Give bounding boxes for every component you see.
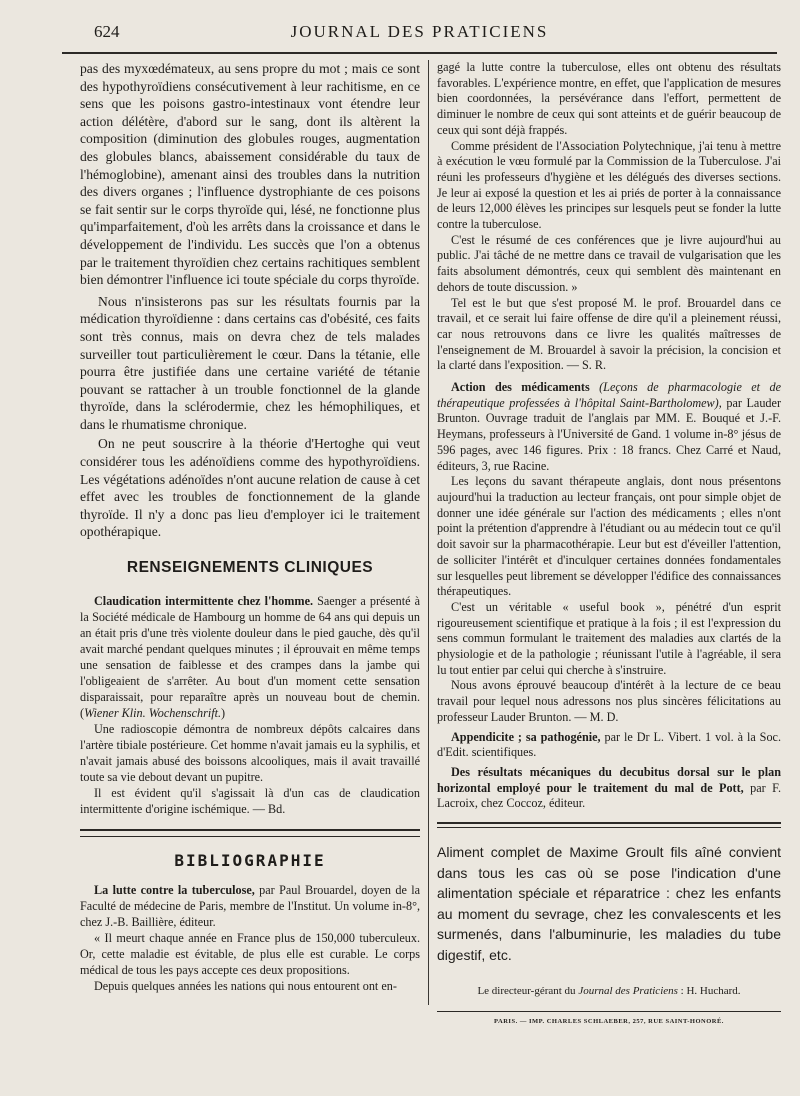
appendicite-entry — [437, 730, 781, 761]
page-number: 624 — [94, 22, 120, 41]
appendicite-heading: Appendicite ; sa pathogénie, — [451, 729, 601, 744]
director-journal: Journal des Praticiens — [578, 985, 678, 998]
right-paragraph-4: Tel est le but que s'est proposé M. le prof. Brouardel dans ce travail, et ce serait lui faire offense de dire qu'il a pleinement réussi, car nous retrouvons dans ce livre les qualités maîtresses de l'enseignement de M. Brouardel à savoir la précision, la concision et la clarté dans l'exposition. — S. R. — [437, 295, 781, 373]
action-paragraph-1: Les leçons du savant thérapeute anglais, dont nous présentons aujourd'hui la traduction au lecteur français, ont pour simple objet de donner une idée générale sur l'action des médicaments ; elles n'ont point la prétention d'apprendre à l'étudiant ou au médecin tout ce qu'il doit savoir sur la pharmacothérapie. Leur but est d'éveiller l'attention, de solliciter l'intérêt et d'inculquer certaines données fondamentales sur lesquelles peut librement se développer l'édifice des connaissances thérapeutiques. — [437, 474, 781, 599]
right-column — [437, 60, 781, 1025]
action-heading: Action des médicaments — [451, 380, 590, 395]
biblio-heading: La lutte contre la tuberculose, — [94, 883, 255, 898]
results-heading: Des résultats mécaniques du decubitus dorsal sur le plan horizontal employé pour le traitement du mal de Pott, — [437, 764, 781, 795]
intro-paragraph-3: On ne peut souscrire à la théorie d'Hertoghe qui veut considérer tous les adénoïdiens comme des hypothyroïdiens. Les végétations adénoïdes n'ont aucune relation de cause à cet effet avec les troubles de fonctionnement de la glande thyroïde. Il n'y a donc pas lieu d'employer ici le traitement opothérapique. — [80, 436, 420, 540]
column-divider — [428, 60, 429, 1005]
advertisement: Aliment complet de Maxime Groult fils aîné convient dans tous les cas où se pose l'indication d'une alimentation spéciale et réparatrice : chez les enfants au moment du sevrage, chez les convalescents et les surmenés, dans l'albuminurie, les maladies du tube digestif, etc. — [437, 844, 781, 963]
biblio-paragraph-3: Depuis quelques années les nations qui nous entourent ont en- — [94, 979, 397, 994]
results-entry — [437, 765, 781, 812]
right-paragraph-1: gagé la lutte contre la tuberculose, elles ont obtenu des résultats favorables. L'expérience montre, en effet, que l'application de mesures bien coordonnées, la persévérance dans l'effort, permettent de diminuer le nombre de ceux qui sont atteints et de guérir beaucoup de ceux qui sont déjà frappés. — [437, 60, 781, 137]
clinic-paragraph-2: Une radioscopie démontra de nombreux dépôts calcaires dans l'artère tibiale postérieure. Cet homme n'avait jamais eu la syphilis, et n'avait jamais abusé des boissons alcooliques, mais il avait travaillé toute sa vie debout devant un pupitre. — [80, 722, 420, 785]
intro-paragraph-2: Nous n'insisterons pas sur les résultats fournis par la médication thyroïdienne : dans certains cas d'obésité, ces faits sont très connus, mais on devra chez de tels malades surveiller tout particulièrement le cœur. Dans la tétanie, elle pourra être justifiée dans une certaine variété de tétanie pouvant se rattacher à un trouble fonctionnel de la glande thyroïde, dans la sclérodermie, chez les hémophiliques, et dans le rhumatisme chronique. — [80, 293, 420, 432]
section-rule — [80, 829, 420, 837]
action-paragraph-2: C'est un véritable « useful book », pénétré d'un esprit rigoureusement scientifique et pratique à la fois ; il est l'expression du sens commun formulant le traitement des maladies aux clartés de la physiologie et de la pathologie ; réunissant l'utile à l'agréable, il sera lu tout entier par celui qui cherche à s'instruire. — [437, 599, 781, 677]
appendicite-rest: par le Dr L. Vibert. 1 vol. à la Soc. d'Edit. scientifiques. — [437, 729, 782, 760]
biblio-paragraph-2: « Il meurt chaque année en France plus de 150,000 tuberculeux. Or, cette maladie est évitable, de plus elle est curable. Le corps médical de tous les pays accepte ces deux propositions. — [80, 931, 420, 978]
intro-paragraph-1: pas des myxœdémateux, au sens propre du mot ; mais ce sont des hypothyroïdiens consécutivement à leur rachitisme, en ce sens que les poisons gastro-intestinaux vont étendre leur action délétère, d'abord sur le sang, dont ils altèrent la composition (diminution des globules rouges, augmentation des globules blancs, abaissement considérable du taux de l'hémoglobine), amenant ainsi des troubles dans la nutrition des divers organes ; l'influence dystrophiante de ces poisons se fait sentir sur le corps thyroïde qui, lésé, ne fonctionne plus qu'imparfaitement, d'où les arrêts dans la croissance et dans le développement de l'individu. Les succès que l'on a obtenus par le traitement thyroïdien chez certains rachitiques semblent bien démontrer l'influence ici toute spéciale du corps thyroïde. — [80, 61, 420, 288]
page-header — [62, 22, 777, 54]
clinic-source: Wiener Klin. Wochenschrift. — [84, 706, 222, 721]
action-entry — [437, 380, 781, 474]
biblio-paragraph-1 — [80, 882, 420, 930]
printer-line: PARIS. — IMP. CHARLES SCHLAEBER, 257, RUE SAINT-HONORÉ. — [494, 1018, 724, 1026]
clinic-paragraph-1 — [80, 593, 420, 721]
right-paragraph-3: C'est le résumé de ces conférences que je livre aujourd'hui au public. J'ai tâché de ne mettre dans ce travail de vulgarisation que les faits absolument démontrés, ceux qui semblent dès maintenant en dehors de toute discussion. » — [437, 232, 781, 294]
clinic-paragraph-3: Il est évident qu'il s'agissait là d'un cas de claudication intermittente d'origine ischémique. — Bd. — [80, 786, 420, 817]
action-rest: par Lauder Brunton. Ouvrage traduit de l'anglais par MM. E. Bouqué et J.-F. Heymans, professeurs à l'Université de Gand. 1 volume in-8° jésus de 596 pages, avec 146 figures. Prix : 18 francs. Chez Carré et Naud, éditeurs, 3, rue Racine. — [437, 395, 781, 473]
director-line — [437, 985, 781, 997]
clinic-text: Saenger a présenté à la Société médicale de Hambourg un homme de 64 ans qui depuis un an était pris d'une très violente douleur dans le pied gauche, dès qu'il avait marché pendant quelques minutes ; il éprouvait en même temps une sensation de faiblesse et des crampes dans la jambe qui l'obligeaient de s'arrêter. Au bout d'un moment cette sensation disparaissait, pour reparaître après un nouveau bout de chemin. ( — [80, 594, 420, 721]
left-column — [80, 60, 420, 994]
clinic-heading: Claudication intermittente chez l'homme. — [94, 594, 314, 609]
biblio-text: par Paul Brouardel, doyen de la Faculté de médecine de Paris, membre de l'Institut. Un volume in-8°, chez J.-B. Baillière, éditeur. — [80, 883, 420, 930]
section-title: RENSEIGNEMENTS CLINIQUES — [126, 559, 374, 577]
journal-title: JOURNAL DES PRATICIENS — [290, 22, 549, 41]
action-paragraph-3: Nous avons éprouvé beaucoup d'intérêt à la lecture de ce beau travail pour lequel nous adressons nos plus sincères félicitations au professeur Lauder Brunton. — M. D. — [437, 678, 781, 724]
printer-rule — [437, 1011, 781, 1012]
director-label: Le directeur-gérant du — [477, 985, 576, 998]
results-rest: par F. Lacroix, chez Coccoz, éditeur. — [437, 780, 781, 811]
bibliography-title: BIBLIOGRAPHIE — [174, 851, 326, 871]
action-subtitle: (Leçons de pharmacologie et de thérapeutique professées à l'hôpital Saint-Bartholomew), — [437, 380, 781, 410]
clinic-close-paren: ) — [221, 706, 226, 721]
right-paragraph-2: Comme président de l'Association Polytechnique, j'ai tenu à mettre à exécution le vœu formulé par la Commission de la Tuberculose. J'ai réuni les professeurs d'hygiène et les délégués des diverses sections. Je leur ai exposé la question et les ai priés de porter à la connaissance de leurs 12,000 élèves les principes sur lesquels peut se fonder la lutte contre la tuberculose. — [437, 138, 781, 232]
director-name: : H. Huchard. — [677, 985, 741, 998]
advertisement-rule — [437, 822, 781, 828]
